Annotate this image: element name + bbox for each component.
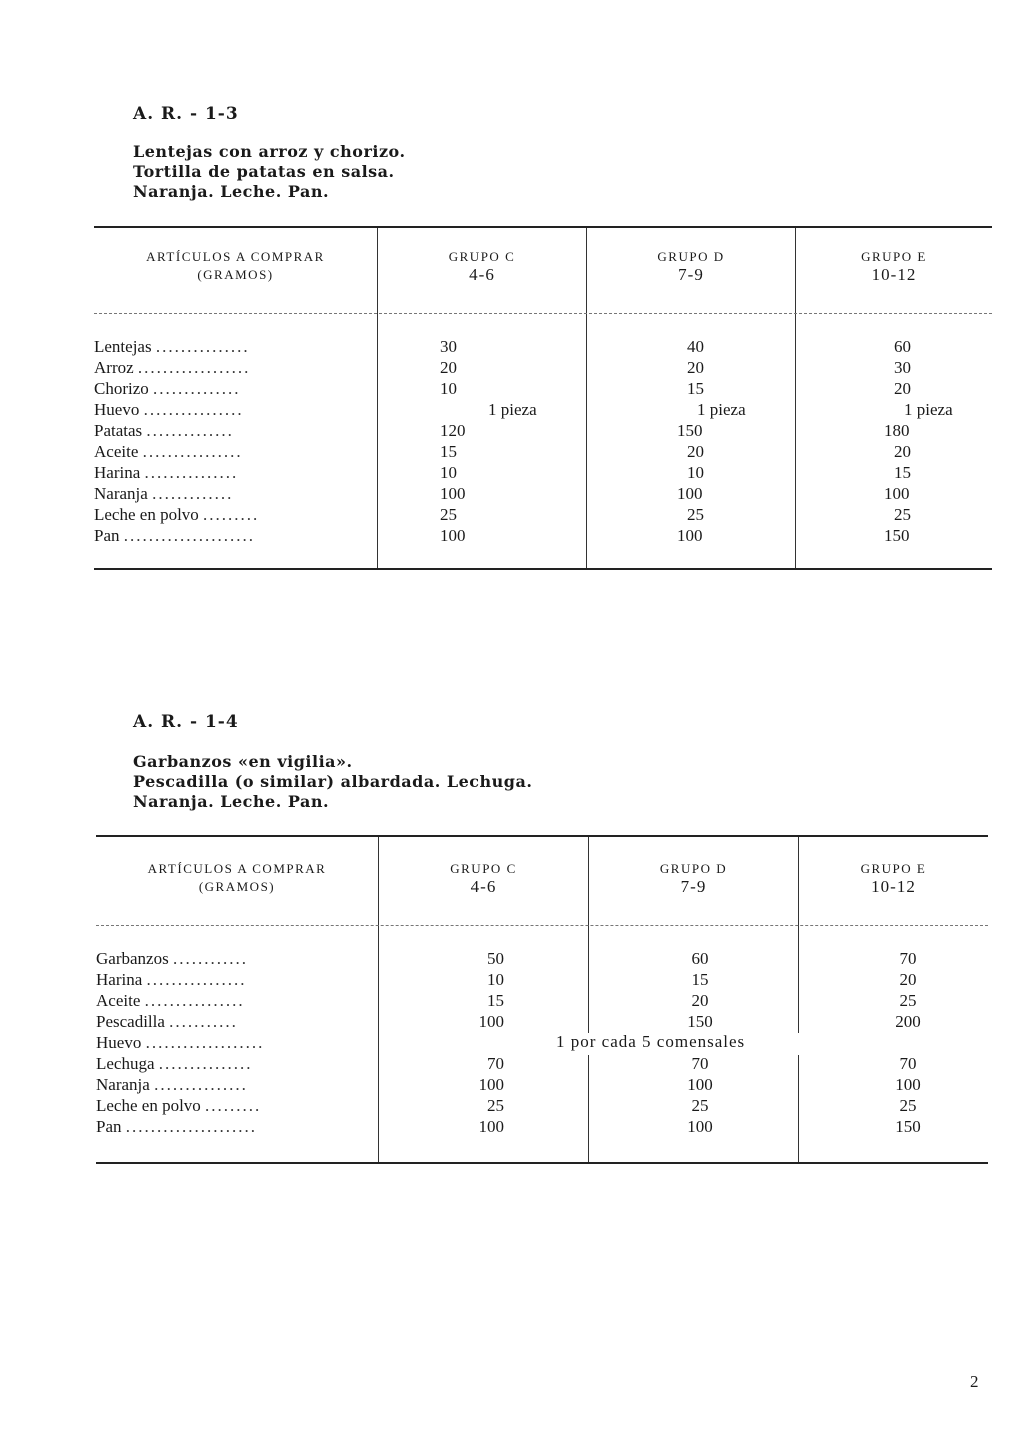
table-cell: 25 (487, 1096, 504, 1115)
table-cell: 30 (440, 337, 457, 356)
section2-menu (133, 752, 532, 812)
table-cell: 40 (687, 337, 704, 356)
table-row-item: Harina ............... (94, 463, 239, 482)
header-group-range: 10-12 (871, 265, 917, 284)
section2-col-divider (588, 1055, 589, 1163)
table-row-item: Pan ..................... (96, 1117, 257, 1136)
header-articles-label: ARTÍCULOS A COMPRAR (147, 861, 327, 876)
table-cell: 70 (691, 1054, 709, 1073)
table-cell: 50 (487, 949, 504, 968)
section1-menu-line: Tortilla de patatas en salsa. (133, 162, 395, 181)
section1-header-group-d (587, 248, 795, 284)
header-articles-label: ARTÍCULOS A COMPRAR (146, 249, 325, 264)
section2-header-separator (96, 925, 988, 926)
table-cell: 25 (899, 1096, 917, 1115)
page-number: 2 (970, 1372, 979, 1391)
table-cell: 20 (899, 970, 917, 989)
header-group-range: 7-9 (680, 877, 707, 896)
section1-code: A. R. - 1-3 (133, 104, 239, 124)
section2-header-articles (96, 860, 378, 896)
table-cell: 200 (895, 1012, 921, 1031)
header-group-range: 10-12 (871, 877, 916, 896)
table-cell (470, 1032, 530, 1053)
table-cell: 100 (895, 1075, 921, 1094)
table-cell: 1 pieza (904, 400, 953, 419)
table-cell: 100 (440, 526, 466, 545)
header-group-range: 7-9 (678, 265, 704, 284)
table-cell: 100 (884, 484, 910, 503)
section1-col-group-d (665, 336, 785, 546)
table-row-item: Garbanzos ............ (96, 949, 248, 968)
table-row-item: Huevo ................... (96, 1033, 265, 1052)
table-cell: 70 (899, 949, 917, 968)
table-cell: 25 (691, 1096, 709, 1115)
table-cell: 150 (895, 1117, 921, 1136)
section2-menu-line: Garbanzos «en vigilia». (133, 752, 353, 771)
section1-header-group-c (378, 248, 586, 284)
table-cell: 60 (894, 337, 911, 356)
table-row-item: Patatas .............. (94, 421, 234, 440)
section1-col-group-c (440, 336, 560, 546)
table-row-item: Leche en polvo ......... (96, 1096, 262, 1115)
table-row-item: Chorizo .............. (94, 379, 241, 398)
section2-header-group-e (799, 860, 988, 896)
table-cell: 20 (691, 991, 709, 1010)
section2-menu-line: Naranja. Leche. Pan. (133, 792, 330, 811)
section2-huevo-note: 1 por cada 5 comensales (556, 1032, 746, 1051)
header-group-label: GRUPO E (861, 249, 927, 264)
header-group-label: GRUPO D (657, 249, 725, 264)
table-row-item: Pescadilla ........... (96, 1012, 238, 1031)
table-cell: 10 (440, 379, 457, 398)
table-cell: 25 (440, 505, 457, 524)
header-group-label: GRUPO C (448, 249, 516, 264)
table-cell: 25 (687, 505, 704, 524)
table-cell: 20 (894, 379, 911, 398)
table-cell: 70 (487, 1054, 504, 1073)
table-cell: 100 (677, 484, 703, 503)
header-group-label: GRUPO D (659, 861, 728, 876)
section2-table-bottom-rule (96, 1162, 988, 1164)
table-cell: 15 (894, 463, 911, 482)
section1-header-group-e (796, 248, 992, 284)
table-row-item: Naranja ............. (94, 484, 234, 503)
table-cell: 70 (899, 1054, 917, 1073)
table-cell: 150 (884, 526, 910, 545)
section1-menu-line: Naranja. Leche. Pan. (133, 182, 330, 201)
section1-menu-line: Lentejas con arroz y chorizo. (133, 142, 406, 161)
section2-col-divider (798, 1055, 799, 1163)
table-row-item: Harina ................ (96, 970, 247, 989)
section2-item-list (96, 948, 376, 1137)
table-cell: 20 (687, 358, 704, 377)
section2-menu-line: Pescadilla (o similar) albardada. Lechuga. (133, 772, 533, 791)
table-row-item: Lentejas ............... (94, 337, 250, 356)
table-cell: 60 (691, 949, 709, 968)
section1-item-list (94, 336, 374, 546)
table-cell: 120 (440, 421, 466, 440)
header-units-label: (GRAMOS) (197, 267, 274, 282)
table-cell: 20 (894, 442, 911, 461)
table-cell: 15 (440, 442, 457, 461)
table-cell: 180 (884, 421, 910, 440)
table-cell: 150 (687, 1012, 713, 1031)
table-cell: 10 (487, 970, 504, 989)
section1-header-separator (94, 313, 992, 314)
table-cell: 15 (487, 991, 504, 1010)
table-row-item: Arroz .................. (94, 358, 251, 377)
table-cell: 100 (478, 1075, 504, 1094)
table-cell: 100 (687, 1075, 713, 1094)
table-cell: 100 (440, 484, 466, 503)
header-group-label: GRUPO C (450, 861, 517, 876)
table-cell: 100 (478, 1012, 504, 1031)
section2-table-top-rule (96, 835, 988, 837)
section1-table-top-rule (94, 226, 992, 228)
section2-header-group-d (589, 860, 798, 896)
table-cell: 100 (687, 1117, 713, 1136)
table-row-item: Lechuga ............... (96, 1054, 253, 1073)
table-row-item: Aceite ................ (96, 991, 245, 1010)
header-group-range: 4-6 (469, 265, 495, 284)
table-cell: 100 (478, 1117, 504, 1136)
table-cell: 10 (440, 463, 457, 482)
table-row-item: Aceite ................ (94, 442, 243, 461)
table-cell: 1 pieza (697, 400, 746, 419)
section2-col-group-e (868, 948, 948, 1137)
section1-table-bottom-rule (94, 568, 992, 570)
header-group-range: 4-6 (470, 877, 497, 896)
table-row-item: Huevo ................ (94, 400, 244, 419)
section1-col-group-e (860, 336, 985, 546)
table-cell: 1 pieza (488, 400, 537, 419)
table-cell: 10 (687, 463, 704, 482)
table-cell: 20 (687, 442, 704, 461)
table-cell: 15 (687, 379, 704, 398)
table-cell: 25 (899, 991, 917, 1010)
section2-header-group-c (379, 860, 588, 896)
table-row-item: Leche en polvo ......... (94, 505, 260, 524)
table-cell (868, 1032, 948, 1053)
table-cell: 25 (894, 505, 911, 524)
section2-col-group-c (470, 948, 530, 1137)
header-group-label: GRUPO E (860, 861, 927, 876)
table-cell: 100 (677, 526, 703, 545)
table-cell: 150 (677, 421, 703, 440)
table-cell: 30 (894, 358, 911, 377)
section2-code: A. R. - 1-4 (133, 712, 239, 732)
header-units-label: (GRAMOS) (198, 879, 276, 894)
table-row-item: Pan ..................... (94, 526, 255, 545)
section1-menu (133, 142, 406, 202)
section1-header-articles (94, 248, 377, 284)
table-cell: 20 (440, 358, 457, 377)
table-row-item: Naranja ............... (96, 1075, 248, 1094)
table-cell: 15 (691, 970, 709, 989)
